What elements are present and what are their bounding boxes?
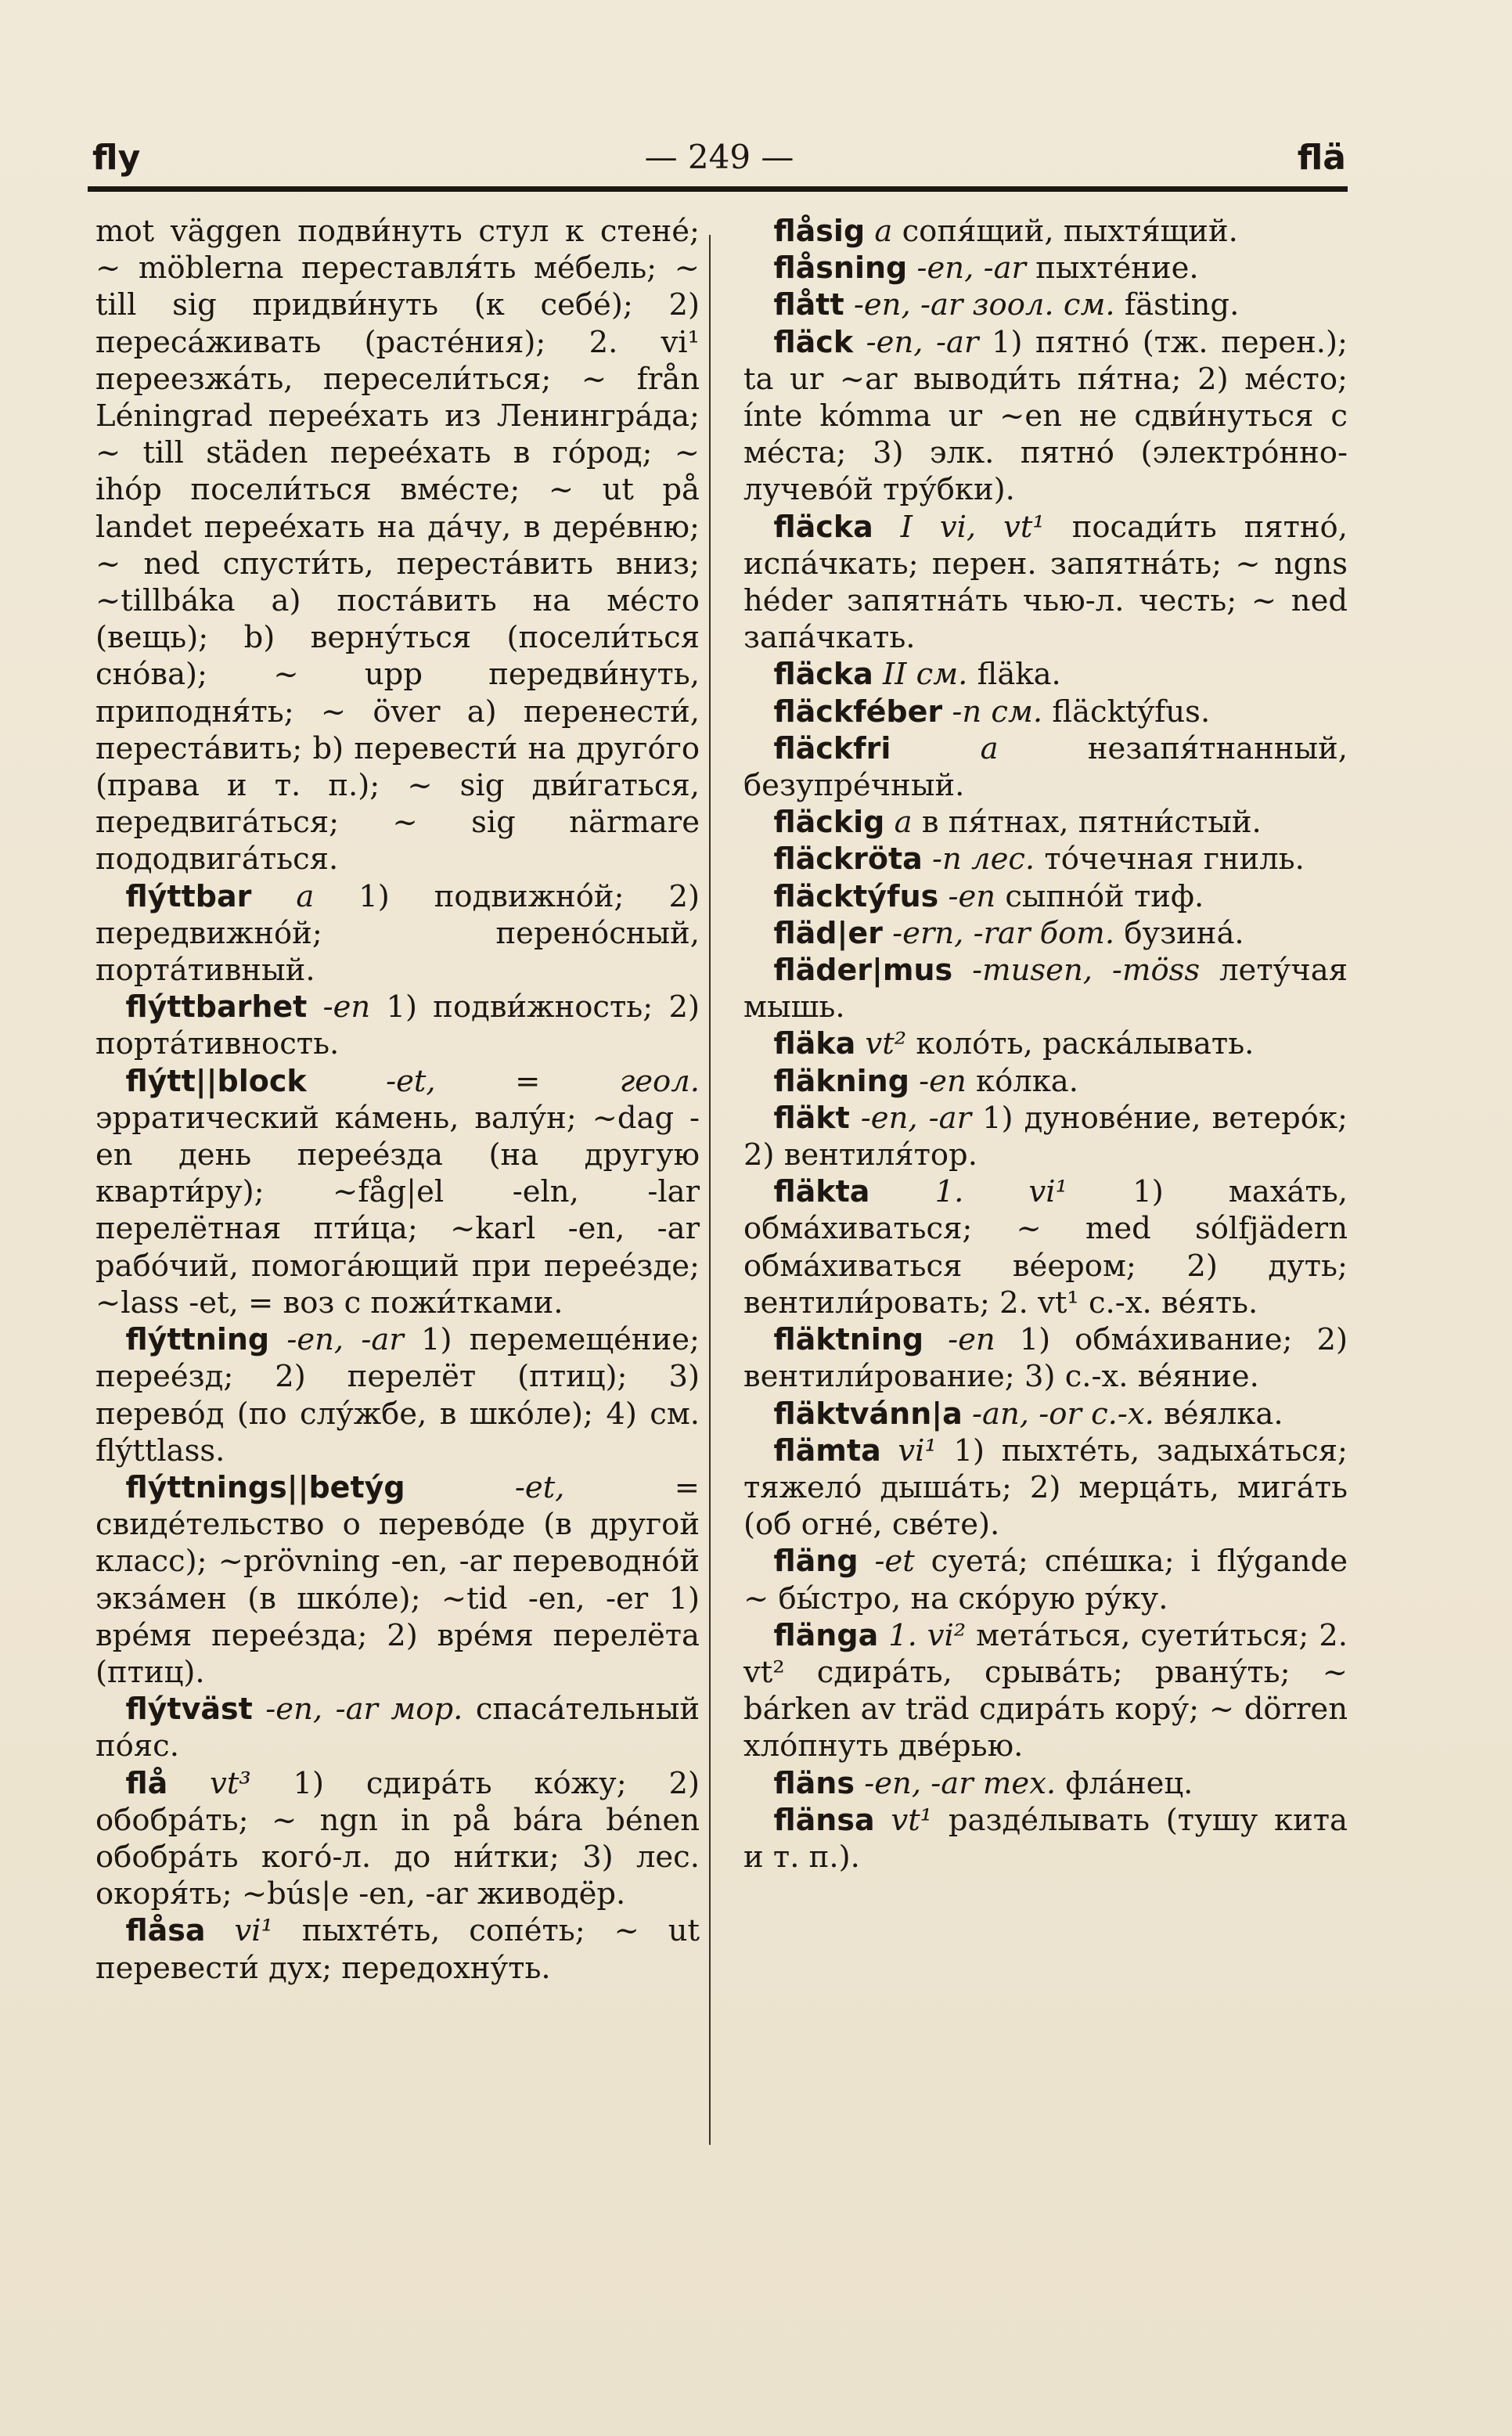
entry-definition: лету́чая мышь. bbox=[743, 953, 1348, 1025]
entry-definition: 1) подвижно́й; 2) передвижно́й; перено́сный, порта́тивный. bbox=[95, 878, 700, 989]
dictionary-entry bbox=[95, 213, 700, 878]
entry-grammar: a bbox=[296, 878, 315, 914]
entry-grammar: -en bbox=[919, 1063, 967, 1099]
entry-definition: 1) дунове́ние, ветеро́к; 2) вентиля́тор. bbox=[743, 1100, 1348, 1173]
entry-headword: flåsning bbox=[773, 250, 908, 286]
entry-grammar: -an, -or с.-х. bbox=[972, 1396, 1154, 1432]
entry-headword: fläcka bbox=[773, 657, 873, 692]
entry-grammar: vt¹ bbox=[891, 1802, 933, 1838]
dictionary-entry bbox=[743, 1063, 1348, 1100]
entry-grammar: -en bbox=[948, 1322, 995, 1358]
entry-headword: fläns bbox=[773, 1765, 855, 1800]
dictionary-entry bbox=[95, 1765, 700, 1913]
dictionary-entry bbox=[95, 1691, 700, 1764]
dictionary-entry bbox=[743, 250, 1348, 286]
entry-definition: в пя́тнах, пятни́стый. bbox=[921, 805, 1262, 841]
entry-definition: 1) пыхте́ть, задыха́ться; тяжело́ дыша́ть; 2) мерца́ть, мига́ть (об огне́, све́те). bbox=[743, 1432, 1348, 1543]
entry-definition: бузина́. bbox=[1124, 915, 1244, 951]
entry-grammar: vt² bbox=[865, 1026, 907, 1062]
entry-headword: flýtt||block bbox=[125, 1063, 307, 1098]
dictionary-entry bbox=[743, 1802, 1348, 1876]
entry-headword: fläder|mus bbox=[773, 953, 953, 988]
entry-headword: fläck bbox=[773, 324, 854, 359]
entry-headword: flýttnings||betýg bbox=[125, 1469, 405, 1504]
dictionary-entry bbox=[743, 1617, 1348, 1765]
dictionary-entry bbox=[95, 878, 700, 989]
dictionary-entry bbox=[743, 1025, 1348, 1062]
dictionary-entry bbox=[743, 1543, 1348, 1616]
entry-grammar: 1. vi¹ bbox=[934, 1174, 1068, 1210]
entry-grammar: II см. bbox=[883, 657, 968, 693]
entry-definition: ве́ялка. bbox=[1164, 1396, 1283, 1432]
entry-definition: fläcktýfus. bbox=[1052, 694, 1211, 730]
entry-definition: пыхте́ние. bbox=[1035, 250, 1199, 286]
entry-grammar: -en, -ar мор. bbox=[265, 1692, 463, 1728]
entry-grammar: -et bbox=[874, 1544, 915, 1580]
entry-definition: fläka. bbox=[977, 657, 1061, 693]
entry-grammar: -et, = bbox=[514, 1469, 700, 1505]
entry-headword: fläkta bbox=[773, 1174, 870, 1209]
dictionary-entry bbox=[743, 1396, 1348, 1432]
entry-grammar: -musen, -möss bbox=[972, 953, 1201, 989]
entry-grammar: -en, -ar bbox=[860, 1100, 971, 1136]
dictionary-entry bbox=[743, 1432, 1348, 1544]
entry-definition: сыпно́й тиф. bbox=[1005, 878, 1204, 914]
entry-definition: разде́лывать (тушу кита и т. п.). bbox=[743, 1802, 1348, 1875]
dictionary-entry bbox=[743, 694, 1348, 730]
entry-grammar: vi¹ bbox=[234, 1913, 273, 1949]
entry-definition: то́чечная гниль. bbox=[1044, 841, 1305, 877]
entry-headword: fläcktýfus bbox=[773, 878, 939, 914]
entry-definition: фла́нец. bbox=[1065, 1765, 1193, 1801]
entry-definition: незапя́тнанный, безупре́чный. bbox=[743, 730, 1348, 804]
entry-grammar: 1. vi² bbox=[888, 1617, 967, 1653]
entry-grammar: -n лес. bbox=[932, 841, 1035, 877]
dictionary-entry bbox=[743, 324, 1348, 509]
entry-headword: flänga bbox=[773, 1617, 879, 1652]
entry-headword: fläd|er bbox=[773, 915, 883, 950]
entry-definition: 1) пятно́ (тж. перен.); ta ur ~ar выводи́ть пя́тна; 2) ме́сто; ínte kómma ur ~en не сдви́нуться с ме́ста; 3) элк. пятно́ (электро́нно-лучево́й тру́бки). bbox=[743, 324, 1348, 508]
entry-definition: эрратический ка́мень, валу́н; ~dag -en день перее́зда (на другую кварти́ру); ~fåg|el -eln, -lar перелётная пти́ца; ~karl -en, -ar рабо́чий, помога́ющий при перее́зде; ~lass -et, = воз с пожи́тками. bbox=[95, 1100, 700, 1321]
entry-grammar: -en bbox=[322, 989, 371, 1025]
dictionary-entry bbox=[743, 730, 1348, 804]
entry-headword: fläka bbox=[773, 1026, 856, 1061]
entry-headword: fläktning bbox=[773, 1322, 924, 1357]
entry-headword: fläkning bbox=[773, 1063, 909, 1098]
dictionary-entry bbox=[743, 952, 1348, 1025]
page-number: — 249 — bbox=[644, 138, 794, 176]
entry-grammar: -en, -ar bbox=[866, 324, 979, 360]
entry-headword: flänsa bbox=[773, 1802, 875, 1837]
header-right-guide-word: flä bbox=[1297, 138, 1346, 178]
dictionary-entry bbox=[743, 1321, 1348, 1395]
entry-definition: 1) маха́ть, обма́хиваться; ~ med sólfjädern обма́хиваться ве́ером; 2) дуть; вентили́ровать; 2. vt¹ с.-х. ве́ять. bbox=[743, 1174, 1348, 1321]
entry-headword: fläckféber bbox=[773, 694, 943, 729]
entry-headword: flåsig bbox=[773, 214, 866, 248]
entry-definition: суета́; спе́шка; i flýgande ~ бы́стро, на ско́рую ру́ку. bbox=[743, 1544, 1348, 1616]
dictionary-entry bbox=[743, 509, 1348, 657]
entry-grammar: a bbox=[980, 730, 999, 766]
dictionary-entry bbox=[743, 1173, 1348, 1321]
entry-grammar: I vi, vt¹ bbox=[900, 509, 1045, 545]
entry-grammar: -en, -ar зоол. см. bbox=[853, 287, 1115, 323]
right-column bbox=[743, 213, 1348, 1876]
dictionary-entry bbox=[743, 1100, 1348, 1173]
entry-grammar: -en, -ar bbox=[286, 1322, 404, 1358]
dictionary-entry bbox=[743, 286, 1348, 323]
dictionary-entry bbox=[743, 213, 1348, 250]
entry-definition: посади́ть пятно́, испа́чкать; перен. запятна́ть; ~ ngns héder запятна́ть чью-л. честь; ~ ned запа́чкать. bbox=[743, 509, 1348, 656]
entry-definition: fästing. bbox=[1124, 287, 1240, 323]
entry-headword: flå bbox=[125, 1765, 168, 1800]
entry-definition: 1) сдира́ть ко́жу; 2) обобра́ть; ~ ngn in på bára bénen обобра́ть кого́-л. до ни́тки; 3) лес. окоря́ть; ~bús|e -en, -ar живодёр. bbox=[95, 1765, 700, 1912]
entry-headword: flýttbar bbox=[125, 878, 252, 914]
page-header bbox=[92, 138, 1346, 182]
entry-definition: ко́лка. bbox=[976, 1063, 1078, 1099]
entry-headword: fläckröta bbox=[773, 841, 923, 877]
entry-grammar: -en, -ar bbox=[916, 250, 1026, 286]
entry-definition: спаса́тельный по́яс. bbox=[95, 1692, 700, 1764]
header-left-guide-word: fly bbox=[92, 138, 141, 178]
entry-headword: fläckig bbox=[773, 805, 885, 840]
entry-definition: мета́ться, суети́ться; 2. vt² сдира́ть, срыва́ть; рвану́ть; ~ bárken av träd сдира́ть кору́; ~ dörren хло́пнуть две́рью. bbox=[743, 1617, 1348, 1764]
entry-grammar: -ern, -rar бот. bbox=[892, 915, 1115, 951]
entry-headword: flýttbarhet bbox=[125, 989, 308, 1025]
dictionary-entry bbox=[743, 915, 1348, 952]
entry-grammar: vt³ bbox=[210, 1765, 251, 1801]
dictionary-entry bbox=[743, 804, 1348, 841]
dictionary-entry bbox=[743, 878, 1348, 915]
header-rule bbox=[88, 186, 1348, 192]
dictionary-entry bbox=[743, 841, 1348, 877]
entry-headword: fläng bbox=[773, 1544, 859, 1579]
entry-grammar: -en, -ar тех. bbox=[864, 1765, 1057, 1801]
entry-grammar: -n см. bbox=[952, 694, 1043, 730]
entry-definition: пыхте́ть, сопе́ть; ~ ut перевести́ дух; передохну́ть. bbox=[95, 1913, 700, 1986]
entry-definition: свиде́тельство о перево́де (в другой класс); ~prövning -en, -ar переводно́й экза́мен (в шко́ле); ~tid -en, -er 1) вре́мя перее́зда; 2) вре́мя перелёта (птиц). bbox=[95, 1507, 700, 1690]
dictionary-entry bbox=[95, 1321, 700, 1469]
dictionary-entry bbox=[743, 656, 1348, 693]
entry-grammar: vi¹ bbox=[898, 1432, 937, 1468]
entry-headword: flämta bbox=[773, 1432, 881, 1468]
entry-headword: flýttning bbox=[125, 1322, 270, 1357]
dictionary-entry bbox=[95, 1912, 700, 1986]
entry-definition: 1) перемеще́ние; перее́зд; 2) перелёт (птиц); 3) перево́д (по слу́жбе, в шко́ле); 4) см. flýttlass. bbox=[95, 1322, 700, 1468]
entry-headword: fläcka bbox=[773, 509, 873, 544]
entry-grammar: a bbox=[894, 805, 913, 841]
entry-grammar: a bbox=[874, 214, 893, 249]
entry-definition: сопя́щий, пыхтя́щий. bbox=[902, 214, 1238, 249]
dictionary-entry bbox=[95, 989, 700, 1062]
left-column bbox=[95, 213, 700, 1987]
entry-grammar: -et, = геол. bbox=[386, 1063, 700, 1099]
entry-headword: fläkt bbox=[773, 1100, 850, 1135]
entry-definition: 1) подви́жность; 2) порта́тивность. bbox=[95, 989, 700, 1062]
entry-headword: flýtväst bbox=[125, 1692, 253, 1727]
dictionary-entry bbox=[95, 1063, 700, 1321]
entry-definition: коло́ть, раска́лывать. bbox=[916, 1026, 1255, 1062]
entry-headword: flåsa bbox=[125, 1913, 206, 1948]
entry-definition: 1) обма́хивание; 2) вентили́рование; 3) с.-х. ве́яние. bbox=[743, 1322, 1348, 1395]
entry-definition: mot väggen подви́нуть стул к стене́; ~ möblerna переставля́ть ме́бель; ~ till sig придви́нуть (к себе́); 2) переса́живать (расте́ния); 2. vi¹ переезжа́ть, пересели́ться; ~ från Léningrad перее́хать из Ленингра́да; ~ till städen перее́хать в го́род; ~ ihóp посели́ться вме́сте; ~ ut på landet перее́хать на да́чу, в дере́вню; ~ ned спусти́ть, переста́вить вниз; ~tillbáka a) поста́вить на ме́сто (вещь); b) верну́ться (посели́ться сно́ва); ~ upp передви́нуть, приподня́ть; ~ över a) перенести́, переста́вить; b) перевести́ на друго́го (права и т. п.); ~ sig дви́гаться, передвига́ться; ~ sig närmare пододвига́ться. bbox=[95, 214, 700, 877]
column-divider bbox=[709, 235, 711, 2145]
entry-headword: fläckfri bbox=[773, 730, 891, 766]
entry-headword: flått bbox=[773, 287, 844, 323]
entry-grammar: -en bbox=[948, 878, 996, 914]
dictionary-entry bbox=[743, 1765, 1348, 1802]
entry-headword: fläktvánn|a bbox=[773, 1396, 963, 1431]
dictionary-entry bbox=[95, 1469, 700, 1691]
